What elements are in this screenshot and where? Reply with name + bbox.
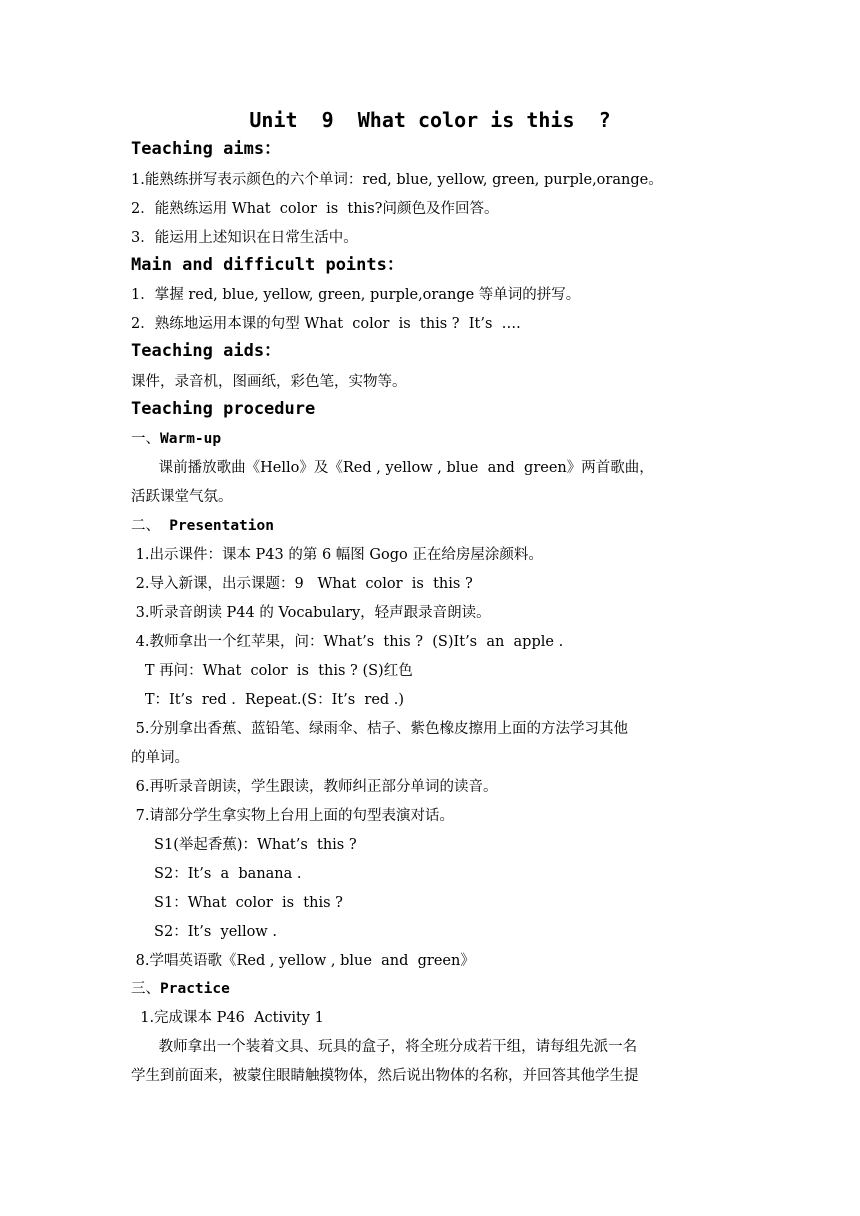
section-label: Presentation (169, 518, 274, 534)
aids-text: 课件，录音机，图画纸，彩色笔，实物等。 (131, 374, 407, 390)
practice-line: 教师拿出一个装着文具、玩具的盒子，将全班分成若干组，请每组先派一名 (131, 1039, 638, 1055)
points-heading: Main and difficult points： (131, 255, 404, 275)
section-number: 二、 (131, 518, 170, 534)
aim-1: 1.能熟练拼写表示颜色的六个单词：red, blue, yellow, green, purple,orange。 (131, 172, 663, 188)
warmup-line: 课前播放歌曲《Hello》及《Red , yellow , blue and green》两首歌曲， (131, 460, 654, 476)
warmup-heading (131, 429, 221, 449)
practice-line: 1.完成课本 P46 Activity 1 (131, 1010, 324, 1026)
presentation-line: 3.听录音朗读 P44 的 Vocabulary，轻声跟录音朗读。 (131, 605, 491, 621)
dialogue-line: S2：It’s yellow . (131, 924, 277, 940)
aim-3: 3．能运用上述知识在日常生活中。 (131, 230, 358, 246)
section-number: 一、 (131, 431, 160, 447)
presentation-line: 7.请部分学生拿实物上台用上面的句型表演对话。 (131, 808, 454, 824)
presentation-line: T 再问：What color is this ? (S)红色 (131, 663, 413, 679)
presentation-line: 8.学唱英语歌《Red , yellow , blue and green》 (131, 953, 475, 969)
point-2: 2．熟练地运用本课的句型 What color is this ? It’s …. (131, 316, 521, 332)
section-number: 三、 (131, 981, 160, 997)
presentation-line: 4.教师拿出一个红苹果，问：What’s this ? (S)It’s an apple . (131, 634, 564, 650)
presentation-line: 2.导入新课，出示课题：9 What color is this ? (131, 576, 473, 592)
point-1: 1．掌握 red, blue, yellow, green, purple,orange 等单词的拼写。 (131, 287, 581, 303)
warmup-line: 活跃课堂气氛。 (131, 489, 233, 505)
procedure-heading: Teaching procedure (131, 399, 316, 419)
presentation-line: 6.再听录音朗读，学生跟读，教师纠正部分单词的读音。 (131, 779, 498, 795)
presentation-heading (131, 516, 274, 536)
dialogue-line: S1：What color is this ? (131, 895, 343, 911)
presentation-line: 的单词。 (131, 750, 189, 766)
presentation-line: 5.分别拿出香蕉、蓝铅笔、绿雨伞、桔子、紫色橡皮擦用上面的方法学习其他 (131, 721, 628, 737)
practice-line: 学生到前面来，被蒙住眼睛触摸物体，然后说出物体的名称，并回答其他学生提 (131, 1068, 639, 1084)
section-label: Practice (160, 981, 230, 997)
dialogue-line: S1(举起香蕉)：What’s this ? (131, 837, 357, 853)
document-title: Unit 9 What color is this ? (249, 108, 611, 132)
aim-2: 2．能熟练运用 What color is this?问颜色及作回答。 (131, 201, 499, 217)
presentation-line: T：It’s red . Repeat.(S：It’s red .) (131, 692, 405, 708)
aids-heading: Teaching aids： (131, 341, 282, 361)
presentation-line: 1.出示课件：课本 P43 的第 6 幅图 Gogo 正在给房屋涂颜料。 (131, 547, 543, 563)
aims-heading: Teaching aims： (131, 139, 282, 159)
section-label: Warm-up (160, 431, 222, 447)
dialogue-line: S2：It’s a banana . (131, 866, 302, 882)
practice-heading (131, 979, 230, 999)
